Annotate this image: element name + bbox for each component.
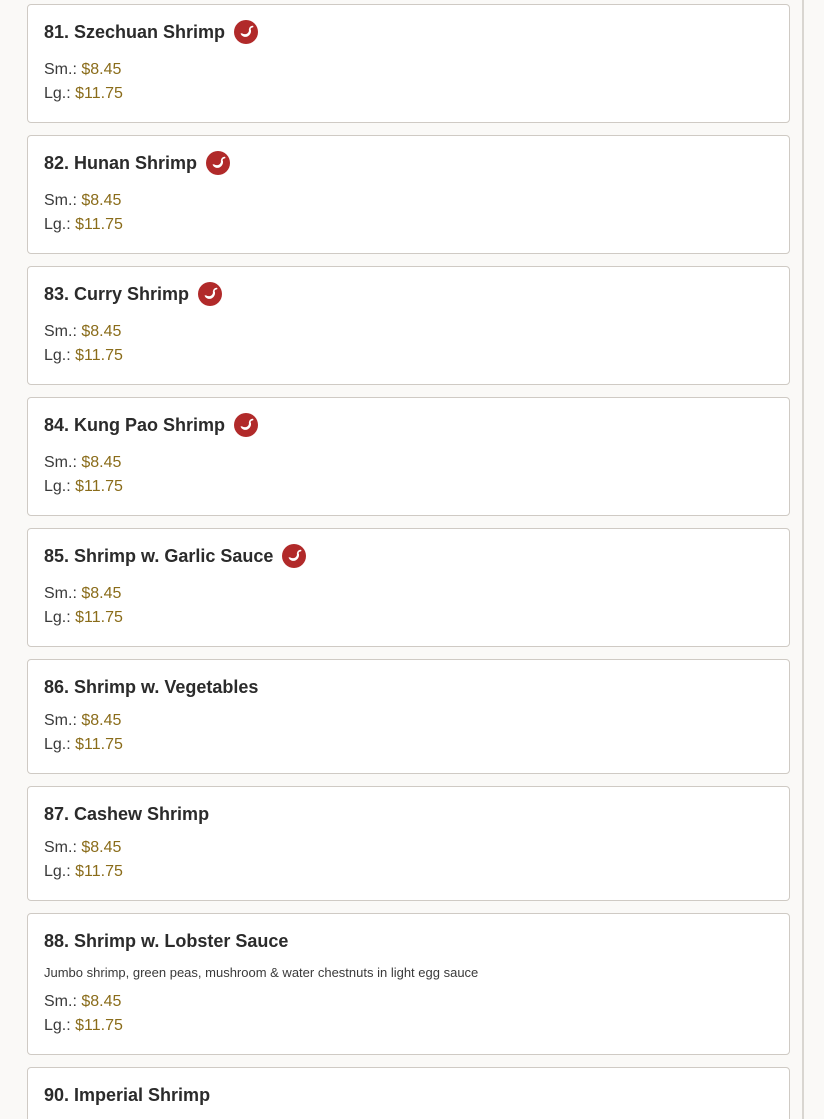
- price-large-line: [44, 347, 123, 365]
- menu-item-card[interactable]: [27, 786, 790, 901]
- price-large-value: $11.75: [75, 736, 123, 753]
- price-small-value: $8.45: [81, 585, 122, 602]
- menu-item-name: 88. Shrimp w. Lobster Sauce: [44, 930, 289, 951]
- chili-pepper-icon: [234, 20, 258, 44]
- price-small-value: $8.45: [81, 839, 122, 856]
- price-large-label: Lg.:: [44, 478, 71, 495]
- price-small-value: $8.45: [81, 323, 122, 340]
- menu-item-name: 85. Shrimp w. Garlic Sauce: [44, 545, 274, 566]
- price-small-line: [44, 323, 121, 341]
- price-large-line: [44, 85, 123, 103]
- price-small-label: Sm.:: [44, 323, 77, 340]
- price-small-value: $8.45: [81, 454, 122, 471]
- price-large-value: $11.75: [75, 1017, 123, 1034]
- menu-item-title-row: [44, 801, 209, 827]
- scroll-edge-divider: [802, 0, 804, 1119]
- price-large-line: [44, 1017, 123, 1035]
- chili-pepper-icon: [282, 544, 306, 568]
- chili-pepper-icon: [234, 413, 258, 437]
- menu-item-name: 87. Cashew Shrimp: [44, 803, 210, 824]
- price-small-label: Sm.:: [44, 585, 77, 602]
- price-large-label: Lg.:: [44, 347, 71, 364]
- menu-item-name: 82. Hunan Shrimp: [44, 152, 198, 173]
- menu-item-card[interactable]: [27, 135, 790, 254]
- menu-item-title-row: [44, 412, 258, 438]
- price-large-value: $11.75: [75, 216, 123, 233]
- menu-item-description: Jumbo shrimp, green peas, mushroom & water chestnuts in light egg sauce: [44, 965, 479, 980]
- menu-item-card[interactable]: [27, 1067, 790, 1119]
- menu-item-title-row: [44, 150, 230, 176]
- price-large-line: [44, 216, 123, 234]
- menu-item-card[interactable]: [27, 397, 790, 516]
- price-large-label: Lg.:: [44, 736, 71, 753]
- price-small-line: [44, 712, 121, 730]
- price-small-label: Sm.:: [44, 61, 77, 78]
- menu-item-name: 90. Imperial Shrimp: [44, 1084, 211, 1105]
- price-large-value: $11.75: [75, 347, 123, 364]
- menu-item-card[interactable]: [27, 913, 790, 1055]
- price-small-line: [44, 61, 121, 79]
- chili-pepper-icon: [198, 282, 222, 306]
- price-large-line: [44, 736, 123, 754]
- price-large-value: $11.75: [75, 863, 123, 880]
- menu-item-card[interactable]: [27, 266, 790, 385]
- price-large-label: Lg.:: [44, 863, 71, 880]
- menu-item-card[interactable]: [27, 4, 790, 123]
- menu-item-title-row: [44, 543, 306, 569]
- price-small-value: $8.45: [81, 61, 122, 78]
- price-large-label: Lg.:: [44, 216, 71, 233]
- chili-pepper-icon: [206, 151, 230, 175]
- price-small-line: [44, 454, 121, 472]
- price-small-value: $8.45: [81, 192, 122, 209]
- price-small-line: [44, 993, 121, 1011]
- menu-item-name: 81. Szechuan Shrimp: [44, 21, 226, 42]
- menu-item-title-row: [44, 281, 222, 307]
- price-small-value: $8.45: [81, 712, 122, 729]
- menu-item-name: 84. Kung Pao Shrimp: [44, 414, 226, 435]
- price-large-value: $11.75: [75, 85, 123, 102]
- menu-item-title-row: [44, 19, 258, 45]
- menu-item-name: 86. Shrimp w. Vegetables: [44, 676, 259, 697]
- price-large-line: [44, 478, 123, 496]
- price-small-label: Sm.:: [44, 993, 77, 1010]
- menu-item-title-row: [44, 928, 288, 954]
- menu-item-card[interactable]: [27, 659, 790, 774]
- price-large-label: Lg.:: [44, 85, 71, 102]
- price-large-label: Lg.:: [44, 609, 71, 626]
- menu-item-card[interactable]: [27, 528, 790, 647]
- price-small-value: $8.45: [81, 993, 122, 1010]
- price-small-line: [44, 192, 121, 210]
- price-small-label: Sm.:: [44, 454, 77, 471]
- price-small-label: Sm.:: [44, 712, 77, 729]
- price-small-label: Sm.:: [44, 839, 77, 856]
- menu-item-title-row: [44, 1082, 210, 1108]
- price-large-label: Lg.:: [44, 1017, 71, 1034]
- price-large-line: [44, 863, 123, 881]
- price-large-value: $11.75: [75, 609, 123, 626]
- menu-item-name: 83. Curry Shrimp: [44, 283, 190, 304]
- price-small-label: Sm.:: [44, 192, 77, 209]
- menu-item-title-row: [44, 674, 258, 700]
- price-large-value: $11.75: [75, 478, 123, 495]
- price-small-line: [44, 585, 121, 603]
- price-small-line: [44, 839, 121, 857]
- price-large-line: [44, 609, 123, 627]
